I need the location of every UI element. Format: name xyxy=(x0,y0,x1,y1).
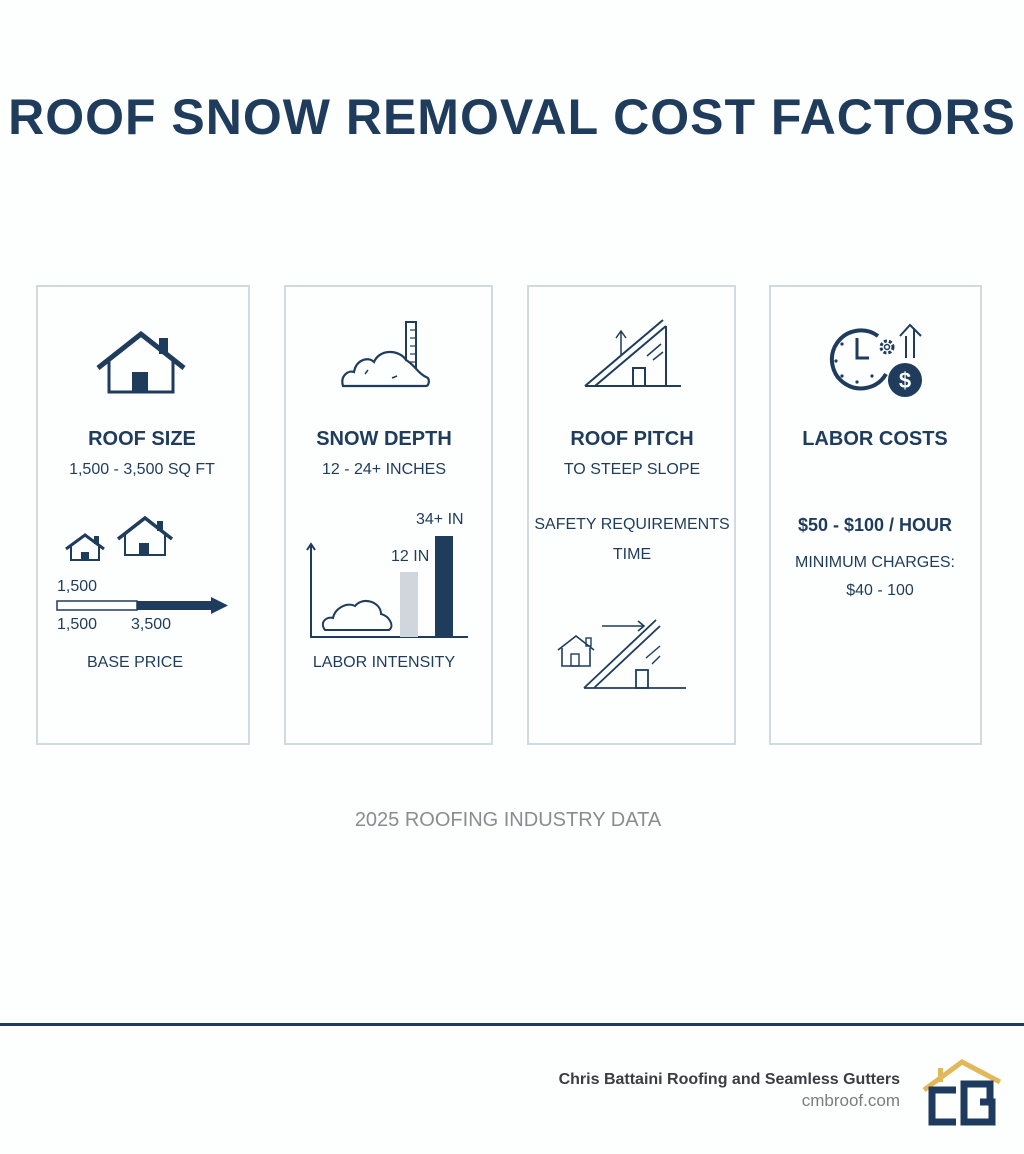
house-icon xyxy=(95,330,187,396)
svg-text:$: $ xyxy=(898,368,912,393)
card-footer-label: BASE PRICE xyxy=(86,654,184,671)
roof-slope-icon xyxy=(583,318,683,390)
card-subtitle: TO STEEP SLOPE xyxy=(563,461,701,478)
bar-label-12in: 12 IN xyxy=(391,548,430,565)
company-website[interactable]: cmbroof.com xyxy=(801,1091,900,1110)
snow-pile-ruler-icon xyxy=(340,320,432,390)
scale-min-label: 1,500 xyxy=(57,616,98,633)
small-house-icon xyxy=(64,532,106,562)
company-name: Chris Battaini Roofing and Seamless Gutters xyxy=(558,1071,900,1088)
page-title: ROOF SNOW REMOVAL COST FACTORS xyxy=(8,89,1016,145)
minimum-charges-value: $40 - 100 xyxy=(846,582,914,599)
scale-top-label: 1,500 xyxy=(57,578,98,595)
house-to-slope-icon xyxy=(556,618,688,692)
large-house-icon xyxy=(116,515,174,557)
card-title: LABOR COSTS xyxy=(802,428,948,450)
size-scale-arrow xyxy=(56,597,230,615)
time-text: TIME xyxy=(612,546,652,563)
card-title: ROOF PITCH xyxy=(570,428,694,450)
minimum-charges-label: MINIMUM CHARGES: xyxy=(795,554,955,571)
card-subtitle: 1,500 - 3,500 SQ FT xyxy=(69,461,215,478)
scale-max-label: 3,500 xyxy=(131,616,172,633)
card-title: ROOF SIZE xyxy=(88,428,196,450)
cb-logo xyxy=(922,1058,1002,1128)
hourly-rate: $50 - $100 / HOUR xyxy=(797,515,953,535)
bar-34in xyxy=(435,536,453,637)
source-note: 2025 ROOFING INDUSTRY DATA xyxy=(354,809,662,831)
card-subtitle: 12 - 24+ INCHES xyxy=(321,461,447,478)
card-title: SNOW DEPTH xyxy=(316,428,452,450)
bar-12in xyxy=(400,572,418,637)
card-footer-label: LABOR INTENSITY xyxy=(312,654,456,671)
bar-label-34in: 34+ IN xyxy=(416,511,464,528)
footer-divider xyxy=(0,1023,1024,1026)
labor-intensity-chart xyxy=(305,540,475,640)
clock-dollar-icon xyxy=(826,322,928,398)
safety-requirements-text: SAFETY REQUIREMENTS xyxy=(534,516,730,533)
